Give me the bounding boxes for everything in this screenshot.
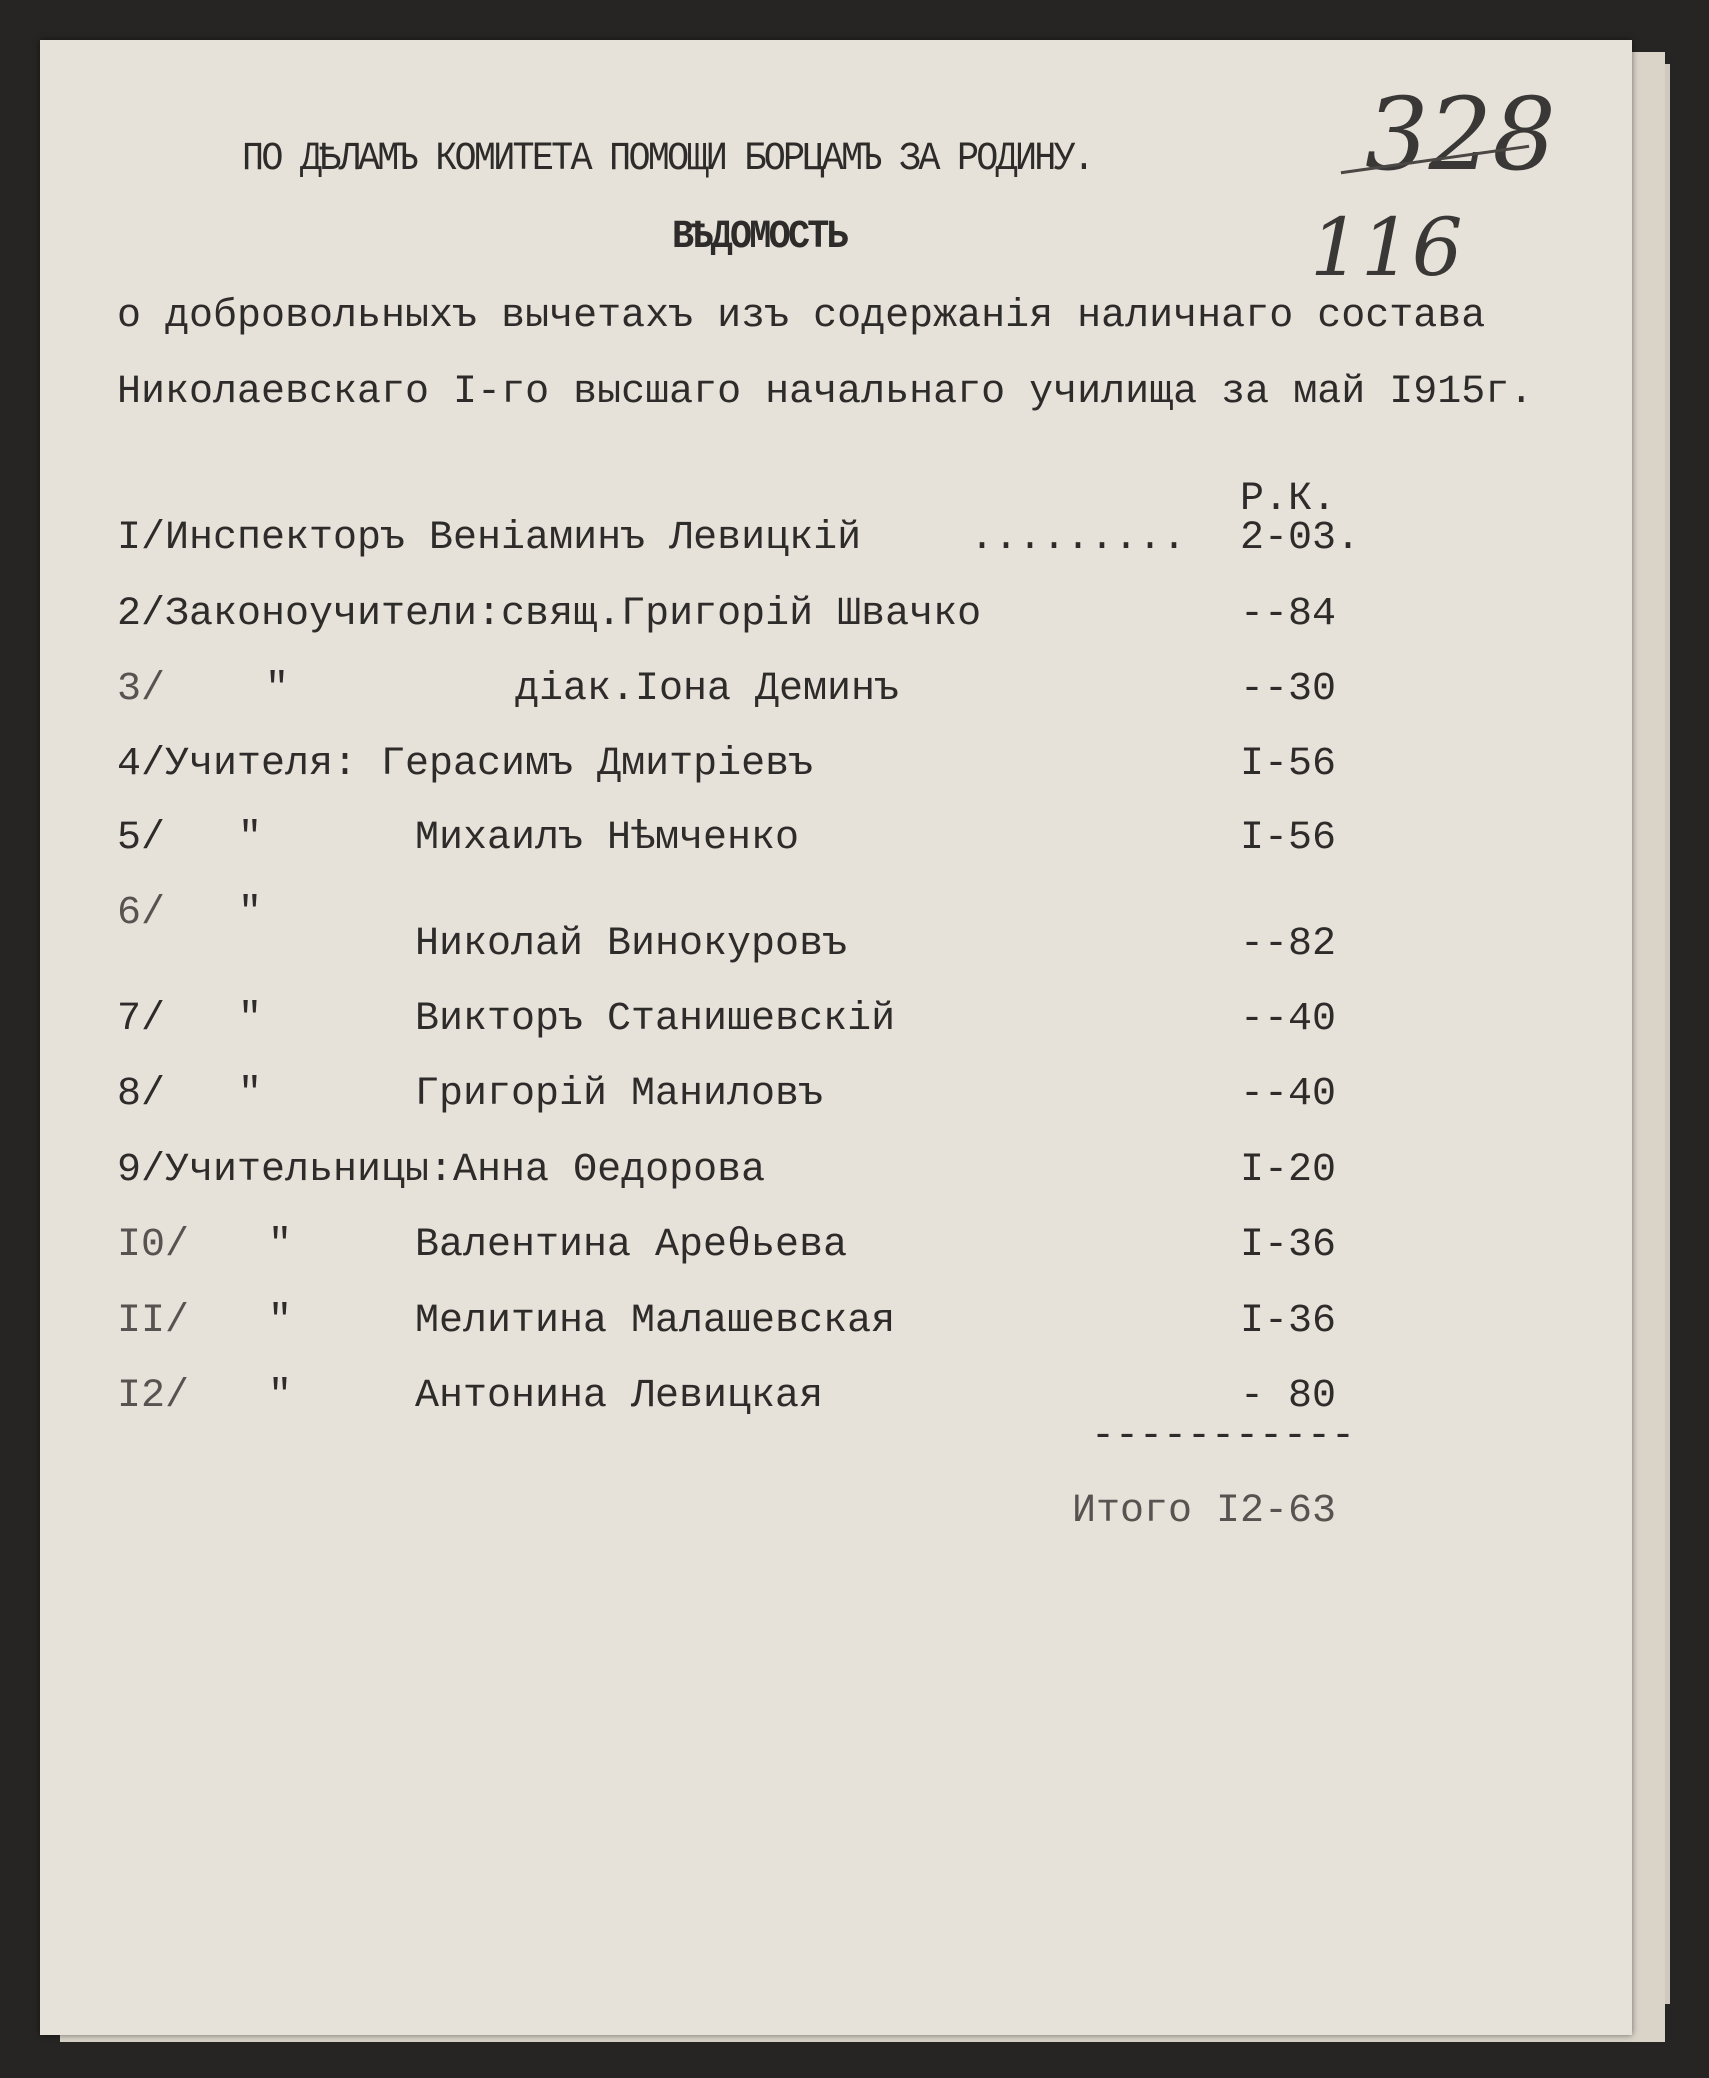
row-number: I/ [117,516,166,561]
row-ditto-mark: " [238,997,263,1042]
row-amount: --30 [1239,667,1336,712]
row-amount: I-36 [1239,1223,1336,1268]
row-amount: I-36 [1239,1299,1336,1344]
row-ditto-mark: " [238,1072,263,1117]
row-amount: --40 [1239,997,1336,1042]
row-name: Инспекторъ Веніаминъ Левицкій [165,516,862,561]
row-number: 6/ [117,891,166,936]
row-amount: - 80 [1239,1374,1336,1419]
row-number: 2/ [117,592,166,637]
row-amount: I-56 [1239,742,1336,787]
document-heading: ПО ДѢЛАМЪ КОМИТЕТА ПОМОЩИ БОРЦАМЪ ЗА РОДИНУ. [242,137,1093,182]
row-amount: --40 [1239,1072,1336,1117]
row-ditto-mark: " [265,667,290,712]
row-name: Мелитина Малашевская [415,1299,896,1344]
handwritten-old-folio-number: 328 [1365,76,1556,193]
row-name: Антонина Левицкая [415,1374,824,1419]
row-number: 7/ [117,997,166,1042]
document-subtitle-line1: о добровольныхъ вычетахъ изъ содержанія наличнаго состава [117,294,1486,339]
total-amount: Итого I2-63 [1071,1489,1336,1534]
row-number: 5/ [117,816,166,861]
row-name: Законоучители:свящ.Григорій Швачко [165,592,982,637]
total-separator: ----------- [1090,1414,1355,1459]
row-amount: --84 [1239,592,1336,637]
document-title: ВѢДОМОСТЬ [672,215,846,260]
row-number: 9/ [117,1148,166,1193]
row-name: Валентина Ареθьева [415,1223,848,1268]
row-ditto-mark: " [268,1299,293,1344]
row-name: Викторъ Станишевскій [415,997,896,1042]
handwritten-folio-number: 116 [1310,201,1463,294]
row-number: I2/ [117,1374,190,1419]
row-name: Михаилъ Нѣмченко [415,816,800,861]
row-number: 3/ [117,667,166,712]
row-amount: --82 [1239,922,1336,967]
row-ditto-mark: " [238,891,263,936]
row-amount: 2-03. [1239,516,1360,561]
currency-header: Р.К. [1239,477,1336,522]
row-number: II/ [117,1299,190,1344]
row-ditto-mark: " [268,1223,293,1268]
row-amount: I-20 [1239,1148,1336,1193]
row-leader-dots: ......... [970,516,1187,561]
row-name: Учительницы:Анна Θедорова [165,1148,766,1193]
row-name: Николай Винокуровъ [415,922,848,967]
row-ditto-mark: " [238,816,263,861]
row-name: Учителя: Герасимъ Дмитріевъ [165,742,814,787]
row-ditto-mark: " [268,1374,293,1419]
row-name: діак.Іона Деминъ [515,667,900,712]
document-subtitle-line2: Николаевскаго I-го высшаго начальнаго училища за май I915г. [117,370,1534,415]
row-name: Григорій Маниловъ [415,1072,824,1117]
row-amount: I-56 [1239,816,1336,861]
row-number: I0/ [117,1223,190,1268]
row-number: 4/ [117,742,166,787]
row-number: 8/ [117,1072,166,1117]
